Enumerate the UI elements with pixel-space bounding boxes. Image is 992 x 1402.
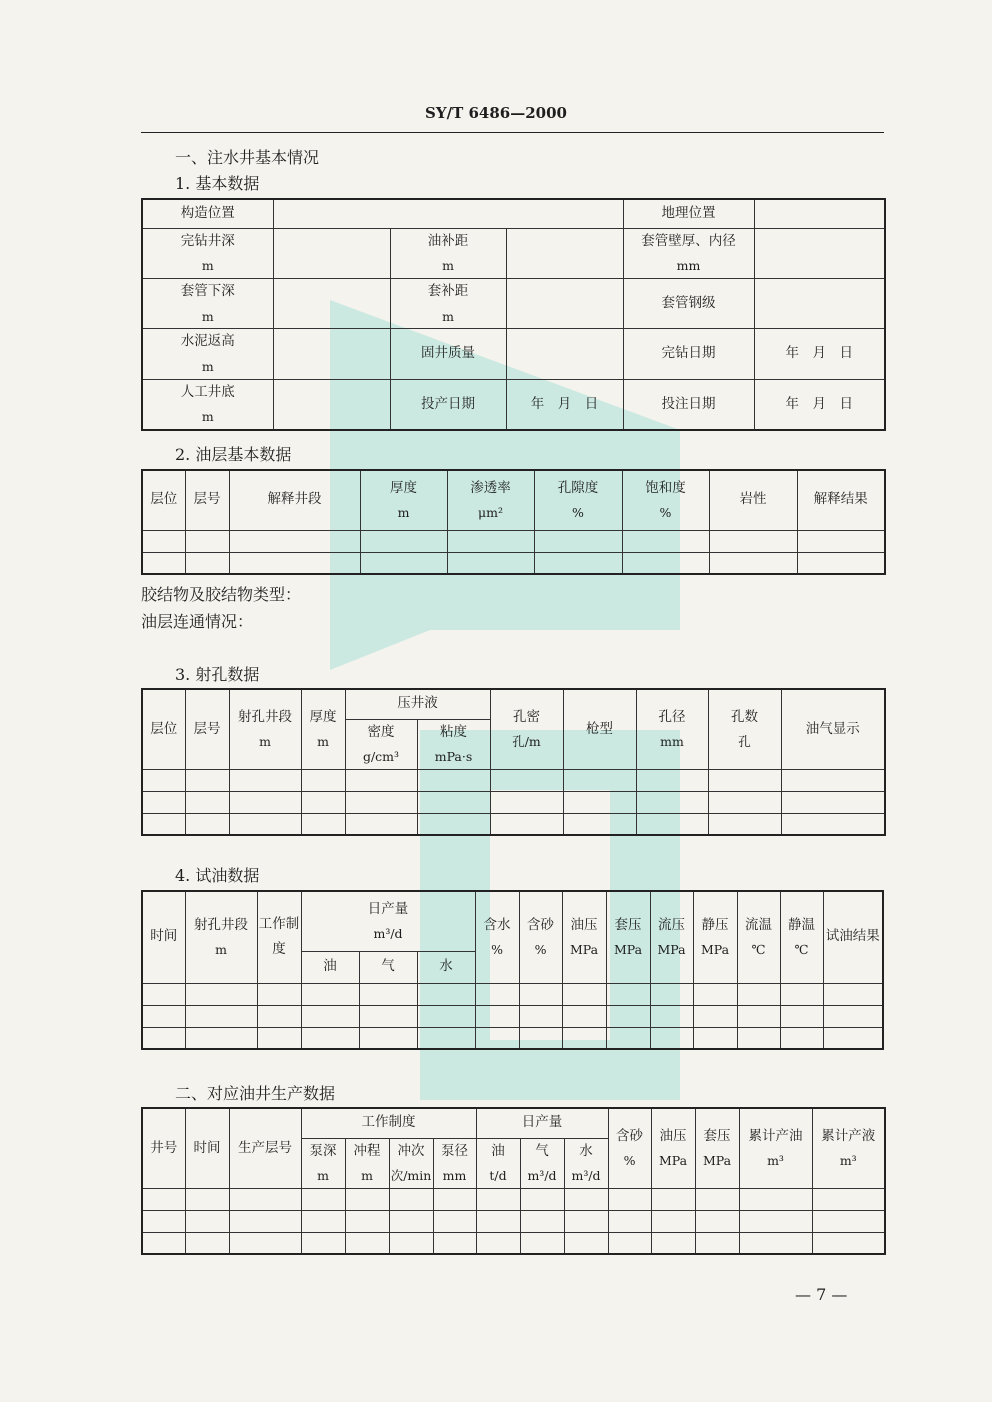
cell-label: 完钻日期 — [623, 329, 754, 379]
col-header: 层位 — [142, 689, 185, 769]
standard-header: SY/T 6486—2000 — [425, 104, 567, 122]
col-header: 流压 MPa — [650, 891, 693, 983]
col-header: 层位 — [142, 470, 185, 530]
col-header: 水 — [417, 951, 475, 983]
col-header: 含砂 % — [608, 1108, 651, 1188]
subsection-test-oil-data: 4. 试油数据 — [175, 866, 260, 885]
col-header: 油压 MPa — [562, 891, 606, 983]
cell-label: 构造位置 — [142, 199, 273, 228]
col-header: 静压 MPa — [693, 891, 737, 983]
col-header: 气 — [359, 951, 417, 983]
col-header: 气 m³/d — [520, 1138, 564, 1188]
table-row — [142, 1188, 885, 1210]
col-header: 累计产液 m³ — [812, 1108, 885, 1188]
page-number: — 7 — — [795, 1285, 848, 1304]
col-header: 套压 MPa — [695, 1108, 739, 1188]
cell-label: 油补距 m — [390, 228, 506, 278]
col-header: 冲程 m — [345, 1138, 389, 1188]
col-header: 试油结果 — [823, 891, 883, 983]
col-header: 枪型 — [563, 689, 636, 769]
cell-label: 套管壁厚、内径 mm — [623, 228, 754, 278]
connectivity-label: 油层连通情况： — [141, 612, 254, 631]
subsection-basic-data: 1. 基本数据 — [175, 174, 260, 193]
col-header: 时间 — [185, 1108, 229, 1188]
header-rule — [141, 132, 884, 133]
table-row — [142, 1232, 885, 1254]
col-header: 油压 MPa — [651, 1108, 695, 1188]
reservoir-data-table — [141, 469, 886, 575]
col-header: 含砂 % — [519, 891, 562, 983]
col-header: 井号 — [142, 1108, 185, 1188]
col-header: 累计产油 m³ — [739, 1108, 812, 1188]
col-header: 厚度 m — [360, 470, 447, 530]
col-header: 日产量 — [476, 1108, 608, 1138]
col-header: 油 t/d — [476, 1138, 520, 1188]
production-data-table — [141, 1107, 886, 1255]
table-row — [142, 530, 885, 552]
col-header: 工作制度 — [301, 1108, 476, 1138]
date-field: 年 月 日 — [754, 379, 885, 430]
col-header: 饱和度 % — [622, 470, 709, 530]
col-header: 静温 ℃ — [780, 891, 823, 983]
col-header: 孔隙度 % — [534, 470, 622, 530]
cement-type-label: 胶结物及胶结物类型： — [141, 585, 302, 604]
section-1-title: 一、注水井基本情况 — [175, 148, 320, 167]
col-header: 射孔井段 m — [185, 891, 257, 983]
col-header: 解释结果 — [797, 470, 885, 530]
col-header: 套压 MPa — [606, 891, 650, 983]
perforation-data-table — [141, 688, 886, 836]
cell-label: 地理位置 — [623, 199, 754, 228]
table-row — [142, 1210, 885, 1232]
col-header: 射孔井段 m — [229, 689, 301, 769]
table-row — [142, 1027, 883, 1049]
date-field: 年 月 日 — [754, 329, 885, 379]
table-row — [142, 1005, 883, 1027]
col-header: 工作制度 — [257, 891, 301, 983]
table-row — [142, 791, 885, 813]
col-header: 流温 ℃ — [737, 891, 780, 983]
col-header: 油气显示 — [781, 689, 885, 769]
col-header: 孔径 mm — [636, 689, 708, 769]
col-header: 生产层号 — [229, 1108, 301, 1188]
col-header: 泵深 m — [301, 1138, 345, 1188]
col-header: 含水 % — [475, 891, 519, 983]
col-header: 日产量 m³/d — [301, 891, 475, 951]
col-header: 泵径 mm — [433, 1138, 476, 1188]
col-header: 层号 — [185, 470, 229, 530]
table-row — [142, 552, 885, 574]
col-header: 粘度 mPa·s — [417, 719, 490, 769]
col-header: 压井液 — [345, 689, 490, 719]
cell-label: 投产日期 — [390, 379, 506, 430]
cell-label: 投注日期 — [623, 379, 754, 430]
table-row — [142, 769, 885, 791]
test-oil-data-table — [141, 890, 884, 1050]
col-header: 孔数 孔 — [708, 689, 781, 769]
cell-label: 套管钢级 — [623, 278, 754, 328]
col-header: 解释井段 — [229, 470, 360, 530]
col-header: 岩性 — [709, 470, 797, 530]
cell-label: 人工井底 m — [142, 379, 273, 430]
col-header: 冲次 次/min — [389, 1138, 433, 1188]
subsection-perforation-data: 3. 射孔数据 — [175, 665, 260, 684]
col-header: 渗透率 μm² — [447, 470, 534, 530]
col-header: 水 m³/d — [564, 1138, 608, 1188]
col-header: 时间 — [142, 891, 185, 983]
section-2-title: 二、对应油井生产数据 — [175, 1084, 336, 1103]
col-header: 油 — [301, 951, 359, 983]
cell-label: 套补距 m — [390, 278, 506, 328]
subsection-reservoir-data: 2. 油层基本数据 — [175, 445, 292, 464]
cell-label: 水泥返高 m — [142, 329, 273, 379]
col-header: 厚度 m — [301, 689, 345, 769]
col-header: 孔密 孔/m — [490, 689, 563, 769]
col-header: 密度 g/cm³ — [345, 719, 417, 769]
cell-label: 套管下深 m — [142, 278, 273, 328]
date-field: 年 月 日 — [506, 379, 623, 430]
basic-data-table — [141, 198, 886, 431]
cell-label: 固井质量 — [390, 329, 506, 379]
cell-label: 完钻井深 m — [142, 228, 273, 278]
table-row — [142, 983, 883, 1005]
col-header: 层号 — [185, 689, 229, 769]
table-row — [142, 813, 885, 835]
